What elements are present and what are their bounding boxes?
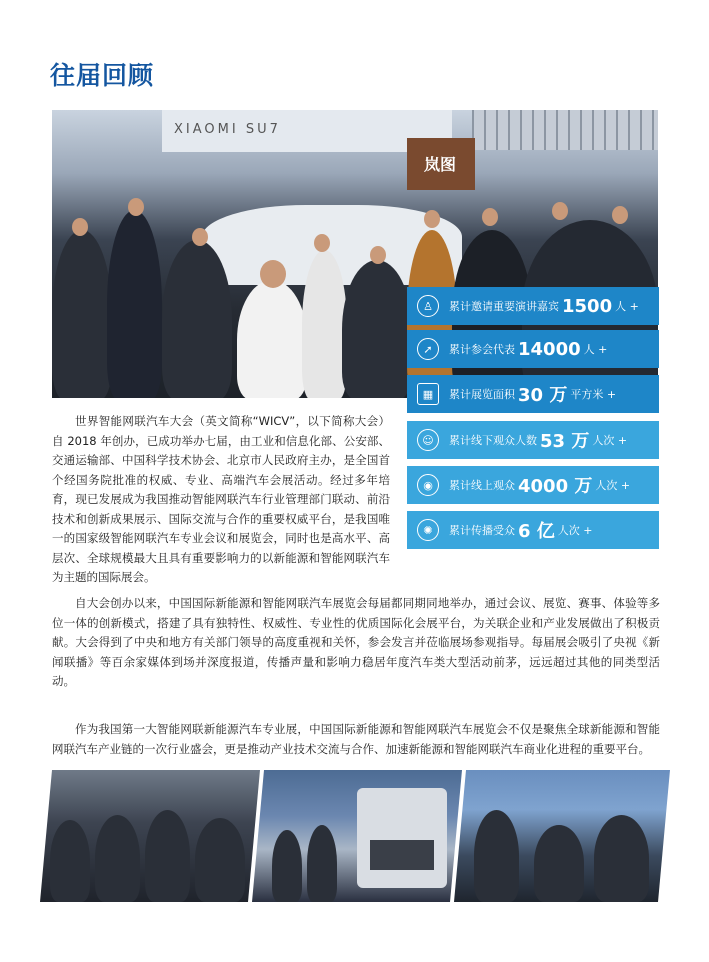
stat-speakers xyxy=(407,287,659,325)
stat-unit: 人 + xyxy=(583,343,608,356)
crowd-person xyxy=(50,820,90,902)
stat-label: 累计邀请重要演讲嘉宾 xyxy=(449,300,559,313)
stat-delegates xyxy=(407,330,659,368)
intro-paragraph: 世界智能网联汽车大会（英文简称“WICV”，以下简称大会）自 2018 年创办，已成功举办七届，由工业和信息化部、公安部、交通运输部、中国科学技术协会、北京市人民政府主办，是全国首个经国务院批准的权威、专业、高端汽车会展活动。经过多年培育，现已发展成为我国推动智能网联汽车行业管理部门联动、前沿技术和创新成果展示、国际交流与合作的重要权威平台，是我国唯一的国家级智能网联汽车专业会议和展览会，同时也是高水平、高层次、全球规模最大且具有重要影响力的以新能源和智能网联汽车为主题的国际展会。 xyxy=(52,414,390,584)
crowd-head xyxy=(128,198,144,216)
crowd-head xyxy=(370,246,386,264)
grid-icon: ▦ xyxy=(417,383,439,405)
audience-icon: ☺ xyxy=(417,429,439,451)
stat-label: 累计线下观众人数 xyxy=(449,434,537,447)
crowd-person xyxy=(342,260,412,398)
stat-number: 4000 万 xyxy=(518,476,593,497)
crowd-person xyxy=(237,280,307,398)
crowd-person xyxy=(107,210,162,398)
hero-booth-text: 岚图 xyxy=(424,155,457,174)
stat-label: 累计参会代表 xyxy=(449,343,515,356)
crowd-head xyxy=(424,210,440,228)
crowd-person xyxy=(302,250,347,398)
truck-grille xyxy=(370,840,434,870)
stat-broadcast-reach xyxy=(407,511,659,549)
crowd-person xyxy=(474,810,519,902)
hero-banner-text: XIAOMI SU7 xyxy=(174,122,281,137)
crowd-person xyxy=(52,230,112,398)
gallery-photo-visitors xyxy=(40,770,260,902)
runner-icon: ➚ xyxy=(417,338,439,360)
crowd-head xyxy=(482,208,498,226)
crowd-person xyxy=(162,240,232,398)
stat-unit: 人 + xyxy=(615,300,639,313)
crowd-person xyxy=(195,818,245,902)
stat-online-audience xyxy=(407,466,659,504)
gallery-photo-delegation xyxy=(454,770,670,902)
stat-label: 累计传播受众 xyxy=(449,524,515,537)
truck-body xyxy=(357,788,447,888)
online-icon: ◉ xyxy=(417,474,439,496)
gallery-photo-truck xyxy=(252,770,462,902)
crowd-head xyxy=(72,218,88,236)
crowd-person xyxy=(95,815,140,902)
hero-truss xyxy=(472,110,658,150)
stat-exhibition-area xyxy=(407,375,659,413)
stat-unit: 平方米 + xyxy=(570,388,617,401)
stat-number: 6 亿 xyxy=(518,521,555,542)
stat-unit: 人次 + xyxy=(592,434,628,447)
stat-label: 累计线上观众 xyxy=(449,479,515,492)
page-title: 往届回顾 xyxy=(50,61,155,90)
crowd-head xyxy=(612,206,628,224)
crowd-person xyxy=(594,815,649,902)
stat-number: 53 万 xyxy=(540,431,590,452)
crowd-person xyxy=(534,825,584,902)
stat-number: 14000 xyxy=(518,338,581,360)
crowd-head xyxy=(314,234,330,252)
broadcast-icon: ✺ xyxy=(417,519,439,541)
stat-number: 30 万 xyxy=(518,385,568,406)
stat-unit: 人次 + xyxy=(595,479,631,492)
speaker-icon: ♙ xyxy=(417,295,439,317)
platform-paragraph: 作为我国第一大智能网联新能源汽车专业展，中国国际新能源和智能网联汽车展览会不仅是聚焦全球新能源和智能网联汽车产业链的一次行业盛会，更是推动产业技术交流与合作、加速新能源和智能网联汽车商业化进程的重要平台。 xyxy=(52,722,660,756)
stat-offline-audience xyxy=(407,421,659,459)
history-paragraph: 自大会创办以来，中国国际新能源和智能网联汽车展览会每届都同期同地举办，通过会议、展览、赛事、体验等多位一体的创新模式，搭建了具有独特性、权威性、专业性的优质国际化会展平台，为关联企业和产业发展做出了积极贡献。大会得到了中央和地方有关部门领导的高度重视和关怀，参会发言并莅临展场参观指导。每届展会吸引了央视《新闻联播》等百余家媒体到场并深度报道，传播声量和影响力稳居年度汽车类大型活动前茅，远远超过其他的同类型活动。 xyxy=(52,596,660,688)
crowd-head xyxy=(552,202,568,220)
crowd-head xyxy=(192,228,208,246)
crowd-person xyxy=(307,825,337,902)
stat-label: 累计展览面积 xyxy=(449,388,515,401)
stat-unit: 人次 + xyxy=(557,524,593,537)
crowd-head xyxy=(260,260,286,288)
crowd-person xyxy=(272,830,302,902)
stat-number: 1500 xyxy=(562,295,613,317)
crowd-person xyxy=(145,810,190,902)
